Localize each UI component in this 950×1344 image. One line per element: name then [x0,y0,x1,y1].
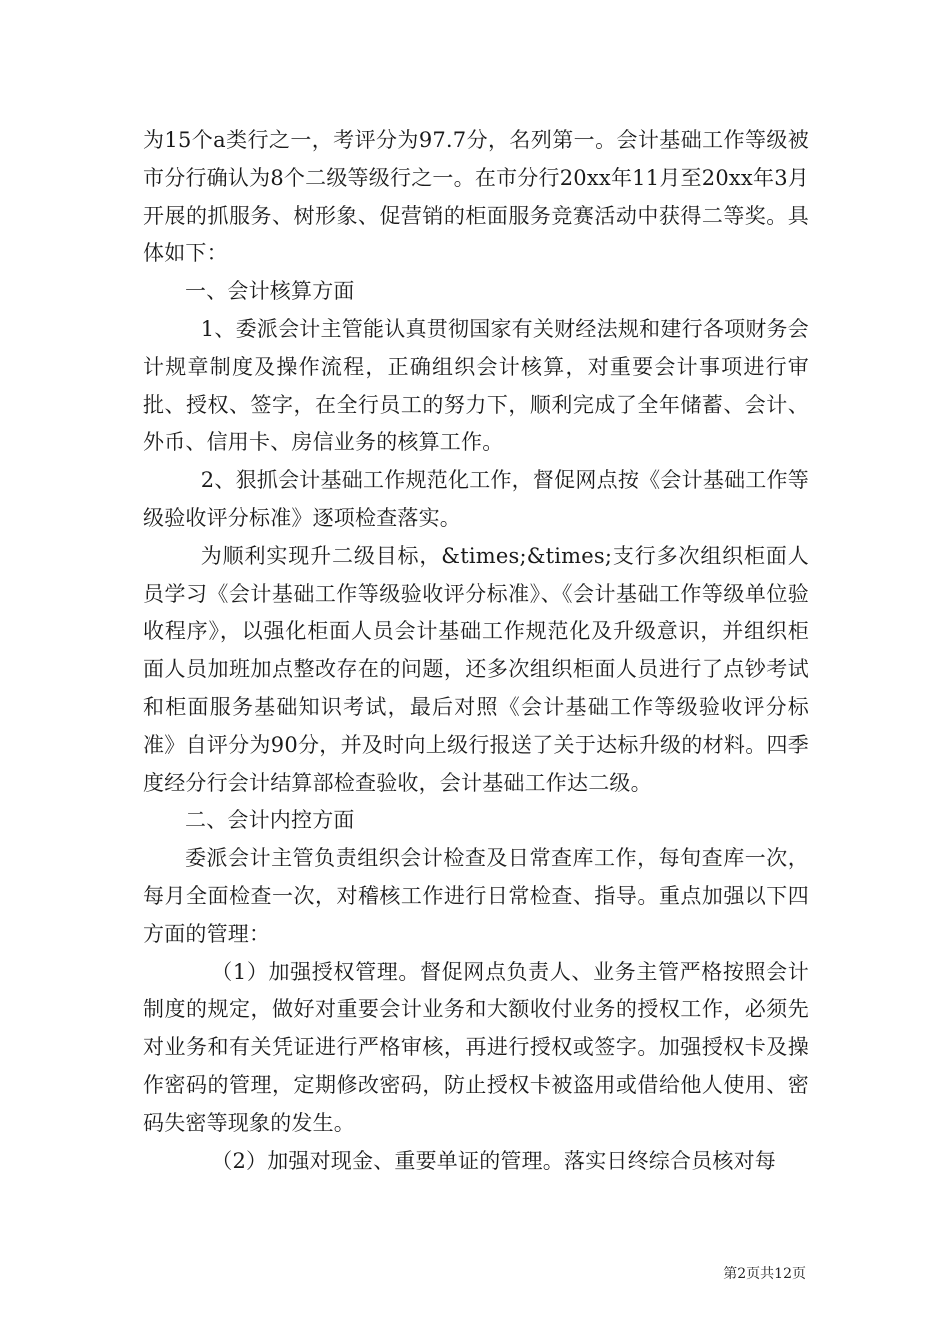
paragraph-item-1: 1、委派会计主管能认真贯彻国家有关财经法规和建行各项财务会计规章制度及操作流程，正确组织会计核算，对重要会计事项进行审批、授权、签字，在全行员工的努力下，顺利完成了全年储蓄、会计、外币、信用卡、房信业务的核算工作。 [143,316,809,455]
document-body [143,122,809,1180]
paragraph-cash: （2）加强对现金、重要单证的管理。落实日终综合员核对每 [211,1148,777,1173]
paragraph-internal-control: 委派会计主管负责组织会计检查及日常查库工作，每旬查库一次，每月全面检查一次，对稽核工作进行日常检查、指导。重点加强以下四方面的管理： [143,846,809,946]
paragraph-intro: 为15个a类行之一，考评分为97.7分，名列第一。会计基础工作等级被市分行确认为8个二级等级行之一。在市分行20xx年11月至20xx年3月开展的抓服务、树形象、促营销的柜面服务竞赛活动中获得二等奖。具体如下： [143,128,809,266]
paragraph-upgrade: 为顺利实现升二级目标，&times;&times;支行多次组织柜面人员学习《会计基础工作等级验收评分标准》、《会计基础工作等级单位验收程序》，以强化柜面人员会计基础工作规范化及升级意识，并组织柜面人员加班加点整改存在的问题，还多次组织柜面人员进行了点钞考试和柜面服务基础知识考试，最后对照《会计基础工作等级验收评分标准》自评分为90分，并及时向上级行报送了关于达标升级的材料。四季度经分行会计结算部检查验收，会计基础工作达二级。 [143,543,809,795]
paragraph-authorization: （1）加强授权管理。督促网点负责人、业务主管严格按照会计制度的规定，做好对重要会计业务和大额收付业务的授权工作，必须先对业务和有关凭证进行严格审核，再进行授权或签字。加强授权卡及操作密码的管理，定期修改密码，防止授权卡被盗用或借给他人使用、密码失密等现象的发生。 [143,959,809,1135]
page-number: 第2页共12页 [723,1266,806,1282]
paragraph-item-2: 2、狠抓会计基础工作规范化工作，督促网点按《会计基础工作等级验收评分标准》逐项检查落实。 [143,468,809,530]
heading-accounting: 一、会计核算方面 [185,279,355,304]
heading-internal-control: 二、会计内控方面 [185,808,355,833]
